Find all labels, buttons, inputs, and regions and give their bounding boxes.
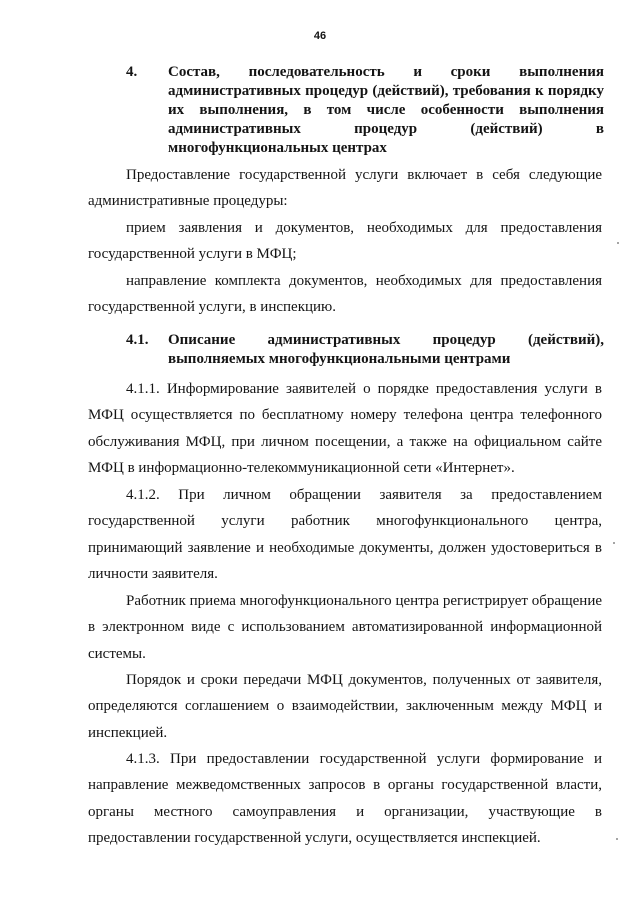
- paragraph-4-1-3: 4.1.3. При предоставлении государственной услуги формирование и направление межведомственных запросов в органы государственной власти, органы местного самоуправления и организации, участвующие в предоставлении государственной услуги, осуществляется инспекцией.: [88, 751, 602, 846]
- section-4-1-heading: [126, 331, 604, 371]
- scan-speck: [617, 242, 619, 244]
- scan-speck: [616, 838, 618, 840]
- scan-speck: [613, 542, 615, 544]
- page-number: 46: [313, 30, 327, 42]
- section-4-title: Состав, последовательность и сроки выполнения административных процедур (действий), требования к порядку их выполнения, в том числе особенности выполнения административных процедур (действий) в многофункциональных центрах: [168, 64, 604, 156]
- paragraph-intro-1: Предоставление государственной услуги включает в себя следующие административные процедуры:: [88, 167, 602, 210]
- section-4-heading: [126, 63, 604, 156]
- section-4-number: 4.: [126, 64, 138, 80]
- section-4-1-title: Описание административных процедур (действий), выполняемых многофункциональными центрами: [168, 332, 604, 367]
- paragraph-4-1-1: 4.1.1. Информирование заявителей о порядке предоставления услуги в МФЦ осуществляется по бесплатному номеру телефона центра телефонного обслуживания МФЦ, при личном посещении, а также на официальном сайте МФЦ в информационно-телекоммуникационной сети «Интернет».: [88, 381, 602, 476]
- section-4-1-number: 4.1.: [126, 332, 149, 348]
- paragraph-registration: Работник приема многофункционального центра регистрирует обращение в электронном виде с использованием автоматизированной информационной системы.: [88, 593, 602, 662]
- paragraph-transfer-terms: Порядок и сроки передачи МФЦ документов, полученных от заявителя, определяются соглашением о взаимодействии, заключенным между МФЦ и инспекцией.: [88, 672, 602, 741]
- paragraph-intro-3: направление комплекта документов, необходимых для предоставления государственной услуги, в инспекцию.: [88, 273, 602, 316]
- paragraph-4-1-2: 4.1.2. При личном обращении заявителя за предоставлением государственной услуги работник многофункционального центра, принимающий заявление и необходимые документы, должен удостовериться в личности заявителя.: [88, 487, 602, 582]
- paragraph-intro-2: прием заявления и документов, необходимых для предоставления государственной услуги в МФЦ;: [88, 220, 602, 263]
